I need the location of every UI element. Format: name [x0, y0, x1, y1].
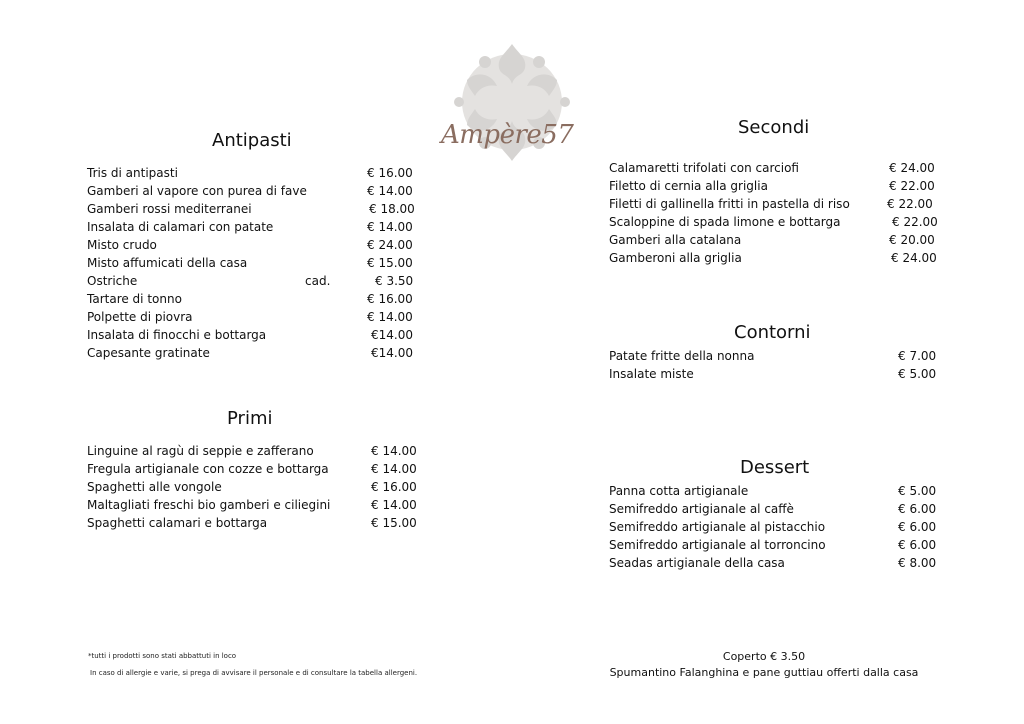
item-name: Polpette di piovra	[87, 310, 193, 324]
menu-item	[609, 177, 949, 195]
item-name: Insalate miste	[609, 367, 694, 381]
menu-item	[609, 249, 949, 267]
menu-item	[87, 496, 417, 514]
item-name: Gamberoni alla griglia	[609, 251, 742, 265]
item-name: Gamberi rossi mediterranei	[87, 202, 252, 216]
footnote-abbattuti: *tutti i prodotti sono stati abbattuti in loco	[88, 652, 237, 660]
menu-item	[609, 159, 949, 177]
menu-item	[609, 213, 949, 231]
item-name: Semifreddo artigianale al caffè	[609, 502, 794, 516]
menu-item	[87, 218, 417, 236]
item-price: € 14.00	[367, 220, 413, 234]
item-name: Ostriche	[87, 274, 138, 288]
item-price: € 22.00	[892, 215, 938, 229]
item-price: € 3.50	[375, 274, 414, 288]
menu-item	[609, 231, 949, 249]
item-name: Patate fritte della nonna	[609, 349, 755, 363]
menu-item	[87, 182, 417, 200]
section-title-primi: Primi	[227, 408, 273, 429]
item-price: €14.00	[371, 346, 413, 360]
item-price: € 7.00	[898, 349, 937, 363]
item-price: € 18.00	[369, 202, 415, 216]
item-price: € 6.00	[898, 538, 937, 552]
restaurant-logo	[437, 40, 587, 165]
item-price: € 22.00	[889, 179, 935, 193]
item-price: € 16.00	[367, 292, 413, 306]
item-name: Tartare di tonno	[87, 292, 182, 306]
item-name: Filetti di gallinella fritti in pastella di riso	[609, 197, 850, 211]
menu-item	[87, 254, 417, 272]
menu-item	[609, 347, 949, 365]
item-name: Scaloppine di spada limone e bottarga	[609, 215, 841, 229]
menu-item	[609, 482, 949, 500]
section-title-secondi: Secondi	[738, 117, 810, 138]
item-name: Calamaretti trifolati con carciofi	[609, 161, 799, 175]
section-title-dessert: Dessert	[740, 457, 810, 478]
footnote-allergeni: In caso di allergie e varie, si prega di avvisare il personale e di consultare la tabella allergeni.	[90, 669, 418, 677]
item-name: Insalata di calamari con patate	[87, 220, 274, 234]
item-price: € 8.00	[898, 556, 937, 570]
menu-item	[87, 478, 417, 496]
item-price: € 14.00	[371, 462, 417, 476]
section-title-contorni: Contorni	[734, 322, 811, 343]
menu-item	[87, 344, 417, 362]
item-price: € 24.00	[889, 161, 935, 175]
item-price: € 14.00	[371, 444, 417, 458]
menu-item	[87, 200, 417, 218]
menu-item	[609, 536, 949, 554]
coperto-price: Coperto € 3.50	[722, 650, 806, 663]
item-name: Insalata di finocchi e bottarga	[87, 328, 267, 342]
item-price: € 14.00	[371, 498, 417, 512]
item-name: Gamberi al vapore con purea di fave	[87, 184, 307, 198]
item-name: Semifreddo artigianale al pistacchio	[609, 520, 826, 534]
item-price: € 6.00	[898, 520, 937, 534]
item-price: € 15.00	[371, 516, 417, 530]
menu-item	[87, 290, 417, 308]
menu-item	[87, 460, 417, 478]
menu-item	[87, 326, 417, 344]
item-price: €14.00	[371, 328, 413, 342]
item-price: € 15.00	[367, 256, 413, 270]
item-name: Spaghetti calamari e bottarga	[87, 516, 268, 530]
item-price: € 5.00	[898, 367, 937, 381]
menu-item	[609, 195, 949, 213]
item-name: Linguine al ragù di seppie e zafferano	[87, 444, 314, 458]
item-price: € 24.00	[891, 251, 937, 265]
item-name: Panna cotta artigianale	[609, 484, 749, 498]
item-price: € 14.00	[367, 310, 413, 324]
item-name: Tris di antipasti	[87, 166, 178, 180]
menu-item	[609, 554, 949, 572]
item-price: € 16.00	[367, 166, 413, 180]
item-price: € 6.00	[898, 502, 937, 516]
item-note: cad.	[305, 274, 331, 288]
item-price: € 22.00	[887, 197, 933, 211]
item-name: Filetto di cernia alla griglia	[609, 179, 768, 193]
menu-item	[609, 365, 949, 383]
item-name: Maltagliati freschi bio gamberi e ciliegini	[87, 498, 331, 512]
item-price: € 24.00	[367, 238, 413, 252]
house-offer: Spumantino Falanghina e pane guttiau offerti dalla casa	[609, 666, 919, 679]
item-price: € 16.00	[371, 480, 417, 494]
menu-item	[609, 518, 949, 536]
item-name: Capesante gratinate	[87, 346, 210, 360]
item-name: Fregula artigianale con cozze e bottarga	[87, 462, 329, 476]
menu-item	[87, 164, 417, 182]
menu-item	[87, 308, 417, 326]
item-name: Misto affumicati della casa	[87, 256, 248, 270]
item-price: € 14.00	[367, 184, 413, 198]
item-price: € 5.00	[898, 484, 937, 498]
menu-item	[87, 514, 417, 532]
item-name: Gamberi alla catalana	[609, 233, 742, 247]
item-name: Spaghetti alle vongole	[87, 480, 222, 494]
menu-item	[87, 272, 417, 290]
item-name: Misto crudo	[87, 238, 157, 252]
brand-name: Ampère57	[441, 120, 574, 150]
menu-item	[609, 500, 949, 518]
item-name: Semifreddo artigianale al torroncino	[609, 538, 826, 552]
menu-item	[87, 442, 417, 460]
section-title-antipasti: Antipasti	[212, 130, 292, 151]
menu-item	[87, 236, 417, 254]
item-price: € 20.00	[889, 233, 935, 247]
item-name: Seadas artigianale della casa	[609, 556, 785, 570]
